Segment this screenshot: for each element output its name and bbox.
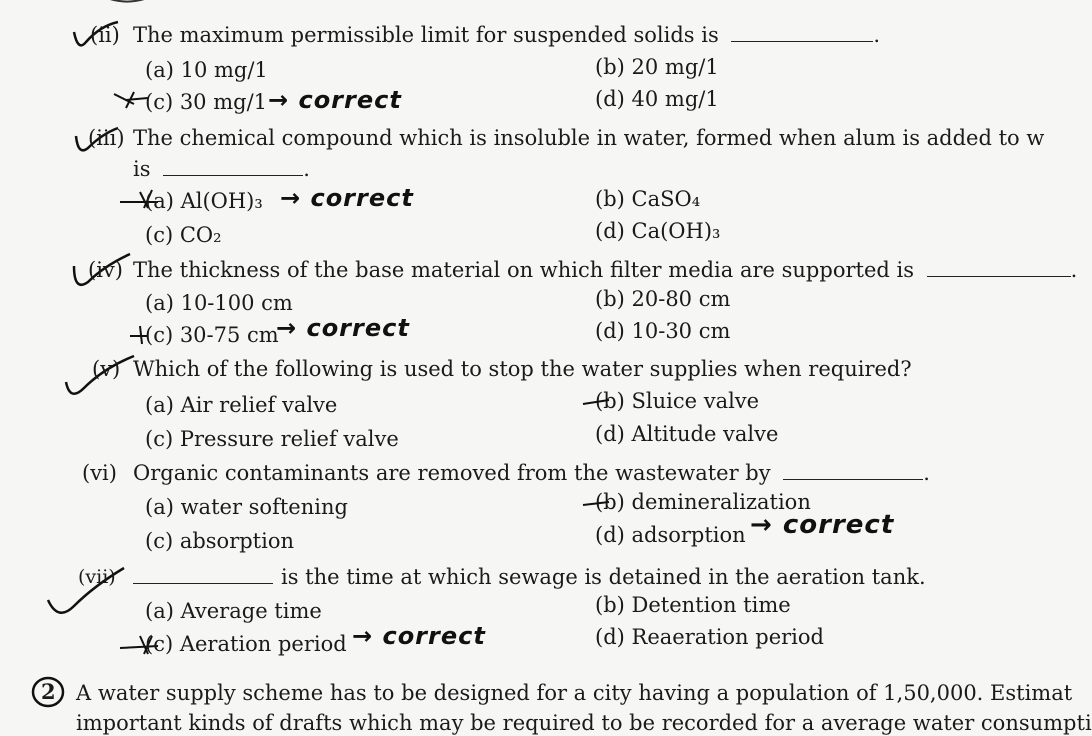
question-vi-number: (vi) xyxy=(82,461,117,485)
answer-blank xyxy=(731,40,873,42)
annotation-text: correct xyxy=(310,184,414,212)
question-v-option-a: (a) Air relief valve xyxy=(145,393,338,417)
question-vi-end: . xyxy=(923,461,930,485)
answer-blank xyxy=(163,174,303,176)
question-2-line1: A water supply scheme has to be designed for a city having a population of 1,50,000. Estimat xyxy=(76,681,1073,705)
cut-off-ink xyxy=(110,0,810,7)
question-vii-number: (vii) xyxy=(78,566,116,588)
question-ii-stem-text: The maximum permissible limit for suspended solids is xyxy=(133,23,719,47)
question-iii-option-d: (d) Ca(OH)₃ xyxy=(595,219,721,243)
question-vii-annotation xyxy=(352,622,486,650)
question-vi-option-c: (c) absorption xyxy=(145,529,295,553)
question-iii-stem: The chemical compound which is insoluble in water, formed when alum is added to w xyxy=(133,126,1045,150)
question-vii-option-d: (d) Reaeration period xyxy=(595,625,824,649)
question-v-option-b-text: (b) Sluice valve xyxy=(595,389,760,413)
question-iv-end: . xyxy=(1070,258,1078,282)
question-ii-annotation xyxy=(268,86,402,114)
question-vii-option-c: (c) Aeration period xyxy=(145,632,347,656)
question-iv-number: (iv) xyxy=(88,258,123,282)
question-iii-number: (iii) xyxy=(88,126,125,150)
question-vii-stem xyxy=(133,564,926,590)
question-ii-number: (ii) xyxy=(90,23,120,47)
question-iii-annotation xyxy=(280,184,414,212)
arrow-icon: → xyxy=(276,314,298,342)
answer-blank xyxy=(783,478,923,480)
question-iii-option-b: (b) CaSO₄ xyxy=(595,187,701,211)
annotation-text: correct xyxy=(298,86,402,114)
answer-blank xyxy=(133,582,273,584)
question-vi-option-b-text: (b) demineralization xyxy=(595,490,811,514)
question-vi-option-d: (d) adsorption xyxy=(595,523,746,547)
question-v-option-d: (d) Altitude valve xyxy=(595,422,779,446)
question-vii-stem-text: is the time at which sewage is detained in the aeration tank. xyxy=(281,565,926,589)
question-ii-option-a: (a) 10 mg/1 xyxy=(145,58,268,82)
arrow-icon: → xyxy=(280,184,302,212)
cut-off-top-text xyxy=(110,0,810,12)
question-iv-option-c: (c) 30-75 cm xyxy=(145,323,279,347)
arrow-icon: → xyxy=(352,622,374,650)
question-iii-option-c: (c) CO₂ xyxy=(145,223,222,247)
question-iv-option-a: (a) 10-100 cm xyxy=(145,291,293,315)
question-ii-end: . xyxy=(873,23,881,47)
question-v-option-b xyxy=(595,388,759,414)
annotation-text: correct xyxy=(782,510,895,540)
question-v-number: (v) xyxy=(92,357,121,381)
answer-blank xyxy=(927,275,1071,277)
annotation-text: correct xyxy=(382,622,486,650)
question-iv-option-b: (b) 20-80 cm xyxy=(595,287,731,311)
question-iv-annotation xyxy=(276,314,410,342)
question-vii-option-a: (a) Average time xyxy=(145,599,322,623)
question-vi-stem-text: Organic contaminants are removed from the wastewater by xyxy=(133,461,771,485)
question-iii-end: . xyxy=(303,157,310,181)
question-v-stem: Which of the following is used to stop the water supplies when required? xyxy=(133,357,912,381)
question-vi-option-a: (a) water softening xyxy=(145,495,348,519)
annotation-text: correct xyxy=(306,314,410,342)
question-2-line2: important kinds of drafts which may be required to be recorded for a average water consumpti xyxy=(76,711,1092,735)
question-iii-stem-line2-text: is xyxy=(133,157,151,181)
question-iii-option-a: (a) Al(OH)₃ xyxy=(145,189,263,213)
question-iv-stem-text: The thickness of the base material on which filter media are supported is xyxy=(133,258,914,282)
question-iv-stem xyxy=(133,257,1077,283)
strike-mark-icon xyxy=(581,497,611,509)
question-vi-annotation xyxy=(750,510,894,540)
strike-mark-icon xyxy=(581,396,611,408)
arrow-icon: → xyxy=(750,510,773,540)
question-2-number: 2 xyxy=(41,679,56,704)
question-ii-option-c: (c) 30 mg/1 xyxy=(145,90,268,114)
arrow-icon: → xyxy=(268,86,290,114)
question-vi-stem xyxy=(133,460,930,486)
question-ii-option-d: (d) 40 mg/1 xyxy=(595,87,719,111)
question-ii-option-b: (b) 20 mg/1 xyxy=(595,55,719,79)
question-iii-stem-line2 xyxy=(133,156,310,182)
question-iv-option-d: (d) 10-30 cm xyxy=(595,319,731,343)
question-vii-option-b: (b) Detention time xyxy=(595,593,791,617)
question-ii-stem xyxy=(133,22,880,48)
question-v-option-c: (c) Pressure relief valve xyxy=(145,427,399,451)
